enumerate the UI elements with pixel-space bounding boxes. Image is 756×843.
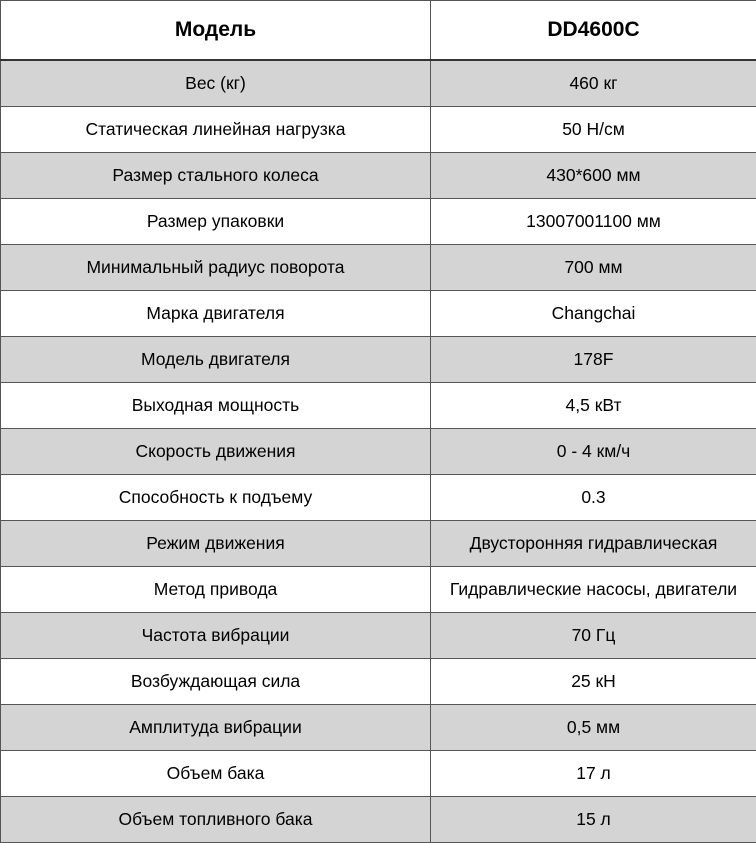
table-row: [1, 337, 756, 383]
param-name: Марка двигателя: [1, 291, 431, 337]
table-row: [1, 199, 756, 245]
param-value: 430*600 мм: [431, 153, 756, 199]
param-value: 0.3: [431, 475, 756, 521]
header-row: [1, 1, 756, 61]
param-name: Размер упаковки: [1, 199, 431, 245]
table-row: [1, 383, 756, 429]
param-name: Амплитуда вибрации: [1, 705, 431, 751]
table-row: [1, 751, 756, 797]
param-name: Размер стального колеса: [1, 153, 431, 199]
param-name: Вес (кг): [1, 60, 431, 107]
param-value: 25 кН: [431, 659, 756, 705]
header-model: DD4600C: [431, 1, 756, 61]
param-value: 700 мм: [431, 245, 756, 291]
table-row: [1, 245, 756, 291]
table-row: [1, 797, 756, 843]
param-value: Changchai: [431, 291, 756, 337]
table-row: [1, 659, 756, 705]
param-value: 15 л: [431, 797, 756, 843]
param-name: Объем топливного бака: [1, 797, 431, 843]
param-name: Статическая линейная нагрузка: [1, 107, 431, 153]
table-row: [1, 613, 756, 659]
param-name: Способность к подъему: [1, 475, 431, 521]
table-row: [1, 60, 756, 107]
param-value: 178F: [431, 337, 756, 383]
table-row: [1, 521, 756, 567]
table-row: [1, 705, 756, 751]
param-name: Модель двигателя: [1, 337, 431, 383]
param-name: Минимальный радиус поворота: [1, 245, 431, 291]
param-value: Двусторонняя гидравлическая: [431, 521, 756, 567]
table-row: [1, 107, 756, 153]
table-row: [1, 153, 756, 199]
param-name: Выходная мощность: [1, 383, 431, 429]
param-value: Гидравлические насосы, двигатели: [431, 567, 756, 613]
header-parameter: Модель: [1, 1, 431, 61]
param-name: Объем бака: [1, 751, 431, 797]
param-value: 50 Н/см: [431, 107, 756, 153]
param-name: Частота вибрации: [1, 613, 431, 659]
param-value: 17 л: [431, 751, 756, 797]
param-value: 0 - 4 км/ч: [431, 429, 756, 475]
param-value: 460 кг: [431, 60, 756, 107]
param-name: Возбуждающая сила: [1, 659, 431, 705]
param-name: Режим движения: [1, 521, 431, 567]
param-name: Метод привода: [1, 567, 431, 613]
table-row: [1, 567, 756, 613]
table-row: [1, 291, 756, 337]
param-value: 4,5 кВт: [431, 383, 756, 429]
table-row: [1, 475, 756, 521]
param-value: 13007001100 мм: [431, 199, 756, 245]
param-value: 0,5 мм: [431, 705, 756, 751]
param-name: Скорость движения: [1, 429, 431, 475]
param-value: 70 Гц: [431, 613, 756, 659]
table-row: [1, 429, 756, 475]
